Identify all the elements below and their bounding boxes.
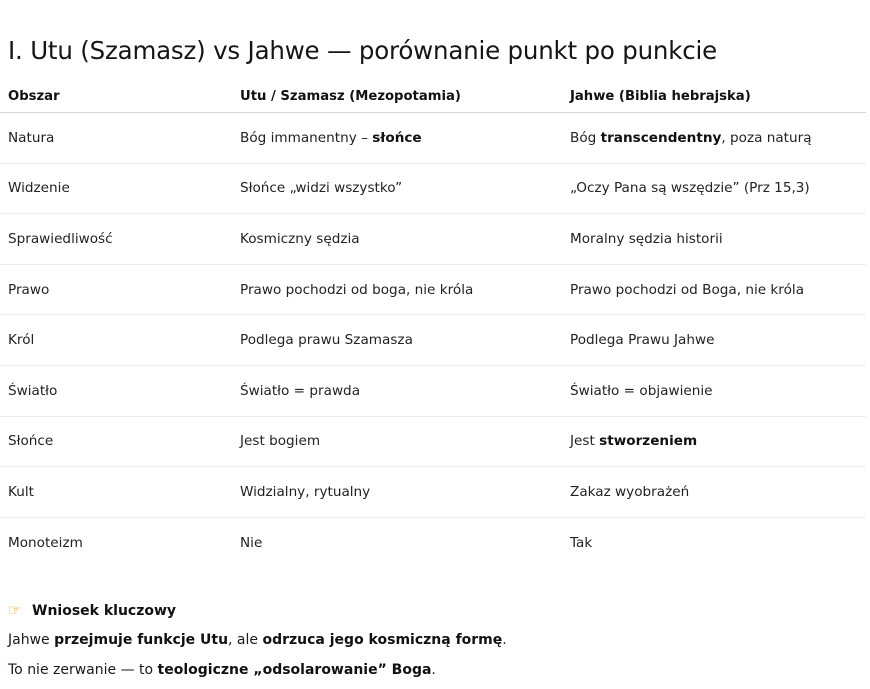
- conclusion-line-2: To nie zerwanie — to teologiczne „odsolarowanie” Boga.: [8, 662, 436, 678]
- cell-utu: Kosmiczny sędzia: [232, 214, 562, 265]
- cell-jahwe: Zakaz wyobrażeń: [562, 467, 866, 518]
- table-row: [0, 163, 866, 214]
- cell-area: Widzenie: [0, 163, 232, 214]
- cell-utu: Słońce „widzi wszystko”: [232, 163, 562, 214]
- cell-jahwe: Tak: [570, 534, 593, 551]
- table-header-row: [0, 80, 866, 113]
- cell-jahwe: Światło = objawienie: [562, 365, 866, 416]
- comparison-table: [0, 80, 866, 567]
- cell-area: Słońce: [0, 416, 232, 467]
- cell-utu: Widzialny, rytualny: [232, 467, 562, 518]
- column-header-utu: Utu / Szamasz (Mezopotamia): [232, 80, 562, 113]
- cell-jahwe: „Oczy Pana są wszędzie” (Prz 15,3): [562, 163, 866, 214]
- table-row: [0, 416, 866, 467]
- conclusion-section: [8, 595, 507, 685]
- conclusion-heading-line: [8, 595, 507, 625]
- cell-utu: Podlega prawu Szamasza: [232, 315, 562, 366]
- table-row: [0, 315, 866, 366]
- cell-area: Natura: [0, 113, 232, 164]
- cell-jahwe: Moralny sędzia historii: [562, 214, 866, 265]
- table-row: [0, 517, 866, 567]
- pointing-hand-icon: ☞: [8, 601, 22, 619]
- cell-area: Sprawiedliwość: [0, 214, 232, 265]
- table-row: [0, 365, 866, 416]
- column-header-jahwe: Jahwe (Biblia hebrajska): [562, 80, 866, 113]
- cell-area: Król: [0, 315, 232, 366]
- cell-jahwe: Podlega Prawu Jahwe: [562, 315, 866, 366]
- page-title: I. Utu (Szamasz) vs Jahwe — porównanie punkt po punkcie: [8, 36, 717, 65]
- cell-utu: Światło = prawda: [232, 365, 562, 416]
- cell-area: Kult: [0, 467, 232, 518]
- conclusion-line-1: Jahwe przejmuje funkcje Utu, ale odrzuca jego kosmiczną formę.: [8, 632, 507, 648]
- cell-area: Monoteizm: [8, 534, 83, 551]
- cell-area: Światło: [0, 365, 232, 416]
- cell-area: Prawo: [0, 264, 232, 315]
- table-row: [0, 214, 866, 265]
- cell-jahwe: Jest stworzeniem: [562, 416, 866, 467]
- conclusion-heading: Wniosek kluczowy: [32, 603, 177, 619]
- cell-jahwe: Bóg transcendentny, poza naturą: [562, 113, 866, 164]
- table-row: [0, 113, 866, 164]
- table-row: [0, 467, 866, 518]
- cell-utu: Nie: [240, 534, 263, 551]
- cell-utu: Prawo pochodzi od boga, nie króla: [232, 264, 562, 315]
- cell-utu: Jest bogiem: [232, 416, 562, 467]
- column-header-area: Obszar: [0, 80, 232, 113]
- table-row: [0, 264, 866, 315]
- cell-jahwe: Prawo pochodzi od Boga, nie króla: [562, 264, 866, 315]
- cell-utu: Bóg immanentny – słońce: [232, 113, 562, 164]
